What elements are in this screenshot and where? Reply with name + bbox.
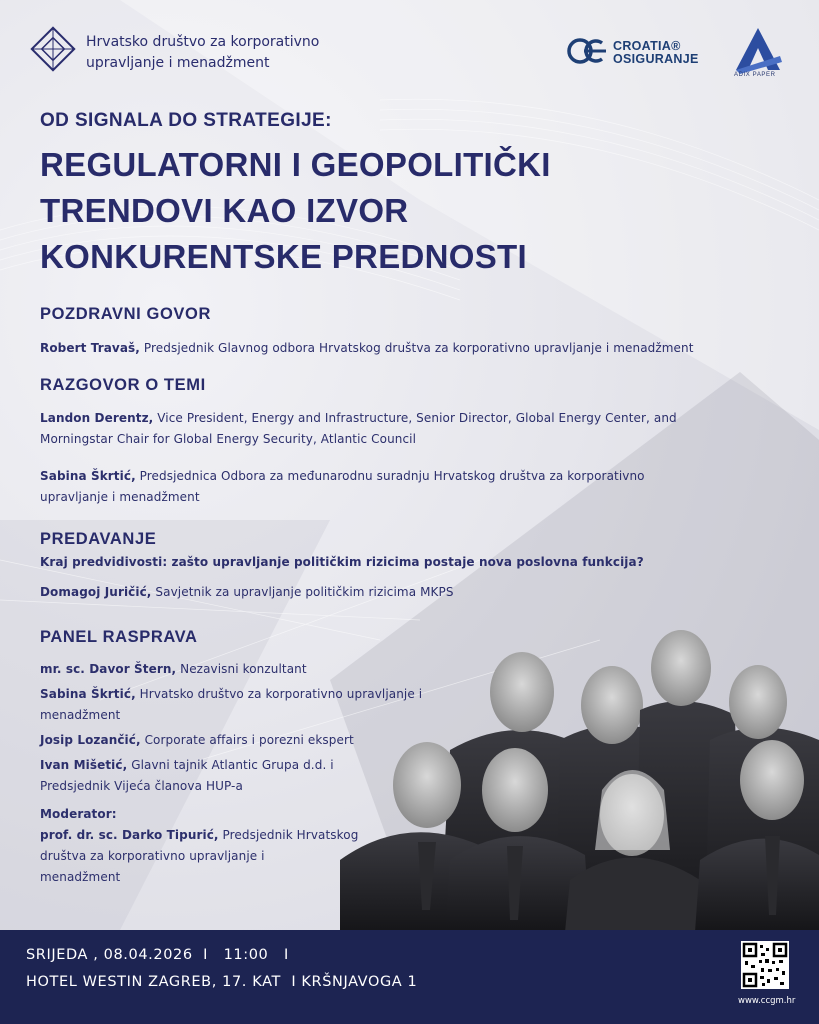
website-link[interactable]: www.ccgm.hr	[738, 996, 796, 1006]
event-location: HOTEL WESTIN ZAGREB, 17. KAT I KRŠNJAVOGA 1	[26, 974, 418, 990]
speaker-role-cont: društva za korporativno upravljanje i	[40, 849, 265, 863]
speaker-role-cont: menadžment	[40, 708, 121, 722]
croatia-osiguranje-logo-icon	[566, 37, 610, 65]
speaker-name: Sabina Škrtić,	[40, 469, 136, 483]
sponsor1-line1: CROATIA®	[613, 39, 681, 53]
section-heading-welcome: POZDRAVNI GOVOR	[40, 305, 211, 323]
event-date-time: SRIJEDA , 08.04.2026 I 11:00 I	[26, 947, 289, 963]
speaker-role: Nezavisni konzultant	[180, 662, 307, 676]
welcome-speaker	[40, 338, 694, 359]
title-line3: KONKURENTSKE PREDNOSTI	[40, 238, 527, 275]
speaker-role: Vice President, Energy and Infrastructure, Senior Director, Global Energy Center, and	[157, 411, 677, 425]
section-heading-conversation: RAZGOVOR O TEMI	[40, 376, 206, 394]
event-kicker: OD SIGNALA DO STRATEGIJE:	[40, 110, 332, 131]
speaker-name: Domagoj Juričić,	[40, 585, 152, 599]
qr-code-icon[interactable]	[741, 941, 789, 989]
speaker-role-cont: Predsjednik Vijeća članova HUP-a	[40, 779, 243, 793]
speaker-name: Sabina Škrtić,	[40, 687, 136, 701]
speaker-role-cont: Morningstar Chair for Global Energy Security, Atlantic Council	[40, 432, 417, 446]
speaker-role: Predsjednik Glavnog odbora Hrvatskog društva za korporativno upravljanje i menadžment	[143, 341, 694, 355]
speakers-group-photo	[340, 610, 819, 932]
section-heading-lecture: PREDAVANJE	[40, 530, 157, 548]
speaker-name: Ivan Mišetić,	[40, 758, 128, 772]
speaker-role: Hrvatsko društvo za korporativno upravljanje i	[139, 687, 423, 701]
adix-paper-wordmark: ADIX PAPER	[734, 72, 776, 78]
speaker-name: prof. dr. sc. Darko Tipurić,	[40, 828, 219, 842]
panelist-4	[40, 755, 334, 797]
organization-name	[86, 32, 346, 74]
hdkum-logo	[28, 24, 78, 74]
org-name-line1: Hrvatsko društvo za korporativno	[86, 34, 320, 50]
speaker-name: mr. sc. Davor Štern,	[40, 662, 177, 676]
speaker-name: Robert Travaš,	[40, 341, 140, 355]
speaker-name: Josip Lozančić,	[40, 733, 141, 747]
speaker-role-cont: upravljanje i menadžment	[40, 490, 200, 504]
conversation-speaker-2	[40, 466, 645, 508]
title-line2: TRENDOVI KAO IZVOR	[40, 192, 409, 229]
speaker-role: Corporate affairs i porezni ekspert	[144, 733, 354, 747]
event-title	[40, 142, 551, 280]
panelist-1	[40, 659, 307, 680]
title-line1: REGULATORNI I GEOPOLITIČKI	[40, 146, 551, 183]
lecture-speaker	[40, 582, 454, 603]
speaker-role: Predsjednik Hrvatskog	[222, 828, 359, 842]
panelist-3	[40, 730, 354, 751]
speaker-role: Glavni tajnik Atlantic Grupa d.d. i	[131, 758, 334, 772]
moderator-label: Moderator:	[40, 807, 117, 821]
speaker-role-cont: menadžment	[40, 870, 121, 884]
org-name-line2: upravljanje i menadžment	[86, 55, 270, 71]
section-heading-panel: PANEL RASPRAVA	[40, 628, 198, 646]
speaker-role: Savjetnik za upravljanje političkim rizicima MKPS	[155, 585, 454, 599]
croatia-osiguranje-wordmark	[613, 40, 699, 66]
speaker-name: Landon Derentz,	[40, 411, 154, 425]
moderator	[40, 804, 370, 888]
lecture-topic: Kraj predvidivosti: zašto upravljanje političkim rizicima postaje nova poslovna funkcija?	[40, 555, 644, 569]
speaker-role: Predsjednica Odbora za međunarodnu suradnju Hrvatskog društva za korporativno	[139, 469, 645, 483]
conversation-speaker-1	[40, 408, 677, 450]
sponsor1-line2: OSIGURANJE	[613, 52, 699, 66]
